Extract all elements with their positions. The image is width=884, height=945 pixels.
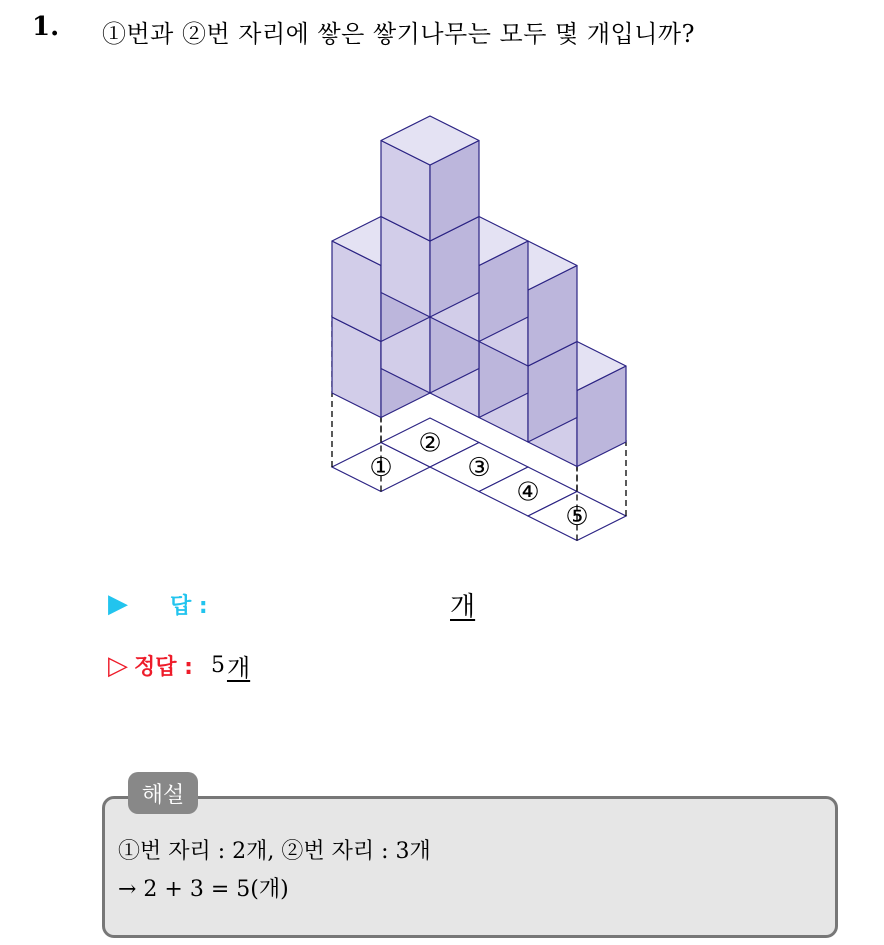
play-outline-icon: ▷ bbox=[108, 650, 128, 681]
solution-line-2: → 2 + 3 = 5(개) bbox=[118, 877, 289, 902]
slot-label: ⑤ bbox=[565, 502, 589, 532]
stacked-cubes-figure bbox=[300, 100, 640, 550]
slot-label: ④ bbox=[516, 477, 540, 508]
question-number: 1. bbox=[32, 12, 60, 42]
slot-label: ① bbox=[369, 453, 393, 483]
play-icon: ▶ bbox=[108, 589, 128, 619]
correct-answer-value: 5 bbox=[210, 653, 225, 678]
correct-answer-unit: 개 bbox=[226, 654, 251, 682]
correct-answer-label: 정답 : bbox=[134, 655, 193, 680]
answer-row bbox=[108, 586, 208, 622]
slot-label: ③ bbox=[467, 453, 491, 483]
solution-line-1: ①번 자리 : 2개, ②번 자리 : 3개 bbox=[118, 839, 431, 864]
question-text: ①번과 ②번 자리에 쌓은 쌓기나무는 모두 몇 개입니까? bbox=[102, 20, 695, 48]
solution-tab: 해설 bbox=[128, 772, 198, 814]
solution-box bbox=[102, 796, 838, 938]
correct-answer-row bbox=[108, 648, 250, 683]
slot-label: ② bbox=[418, 428, 442, 459]
answer-unit: 개 bbox=[450, 592, 476, 622]
answer-label: 답 : bbox=[170, 593, 208, 619]
